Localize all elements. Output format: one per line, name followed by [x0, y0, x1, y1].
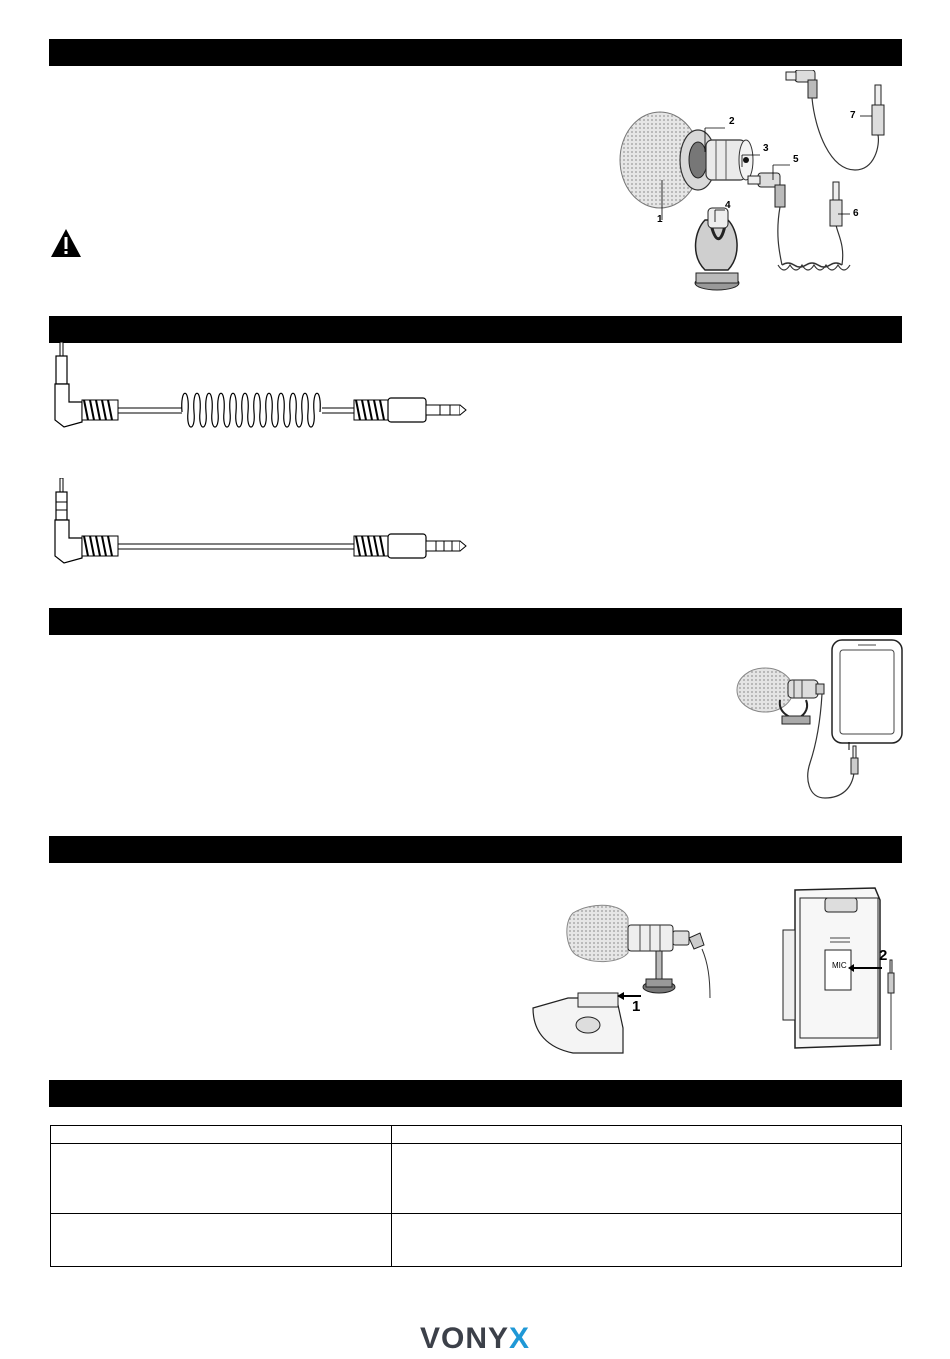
callout-3: 3	[763, 143, 769, 154]
mic-port-label: MIC	[832, 961, 847, 970]
table-row	[51, 1144, 902, 1214]
callout-5: 5	[793, 154, 799, 165]
table-header-cell	[392, 1126, 902, 1144]
table-cell	[392, 1214, 902, 1267]
callout-1: 1	[657, 214, 663, 225]
vonyx-logo: VONYX	[420, 1322, 531, 1355]
section-header-bar-2	[49, 316, 902, 343]
table-cell	[51, 1144, 392, 1214]
callout-2: 2	[729, 116, 735, 127]
section-header-bar-4	[49, 836, 902, 863]
mount-step-2: 2	[879, 947, 888, 964]
product-parts-illustration	[610, 70, 900, 305]
table-cell	[51, 1214, 392, 1267]
straight-cable-illustration	[52, 478, 472, 570]
table-header-cell	[51, 1126, 392, 1144]
table-row	[51, 1214, 902, 1267]
table-cell	[392, 1144, 902, 1214]
section-header-bar-1	[49, 39, 902, 66]
section-header-bar-5	[49, 1080, 902, 1107]
smartphone-connection-illustration	[730, 638, 910, 803]
camera-mount-step1-illustration	[528, 893, 743, 1055]
callout-6: 6	[853, 208, 859, 219]
troubleshooting-table	[50, 1125, 902, 1267]
coiled-cable-illustration	[52, 342, 472, 434]
mount-step-1: 1	[632, 998, 641, 1015]
table-header-row	[51, 1126, 902, 1144]
warning-triangle-icon	[50, 228, 82, 258]
section-header-bar-3	[49, 608, 902, 635]
callout-7: 7	[850, 110, 856, 121]
callout-4: 4	[725, 200, 731, 211]
